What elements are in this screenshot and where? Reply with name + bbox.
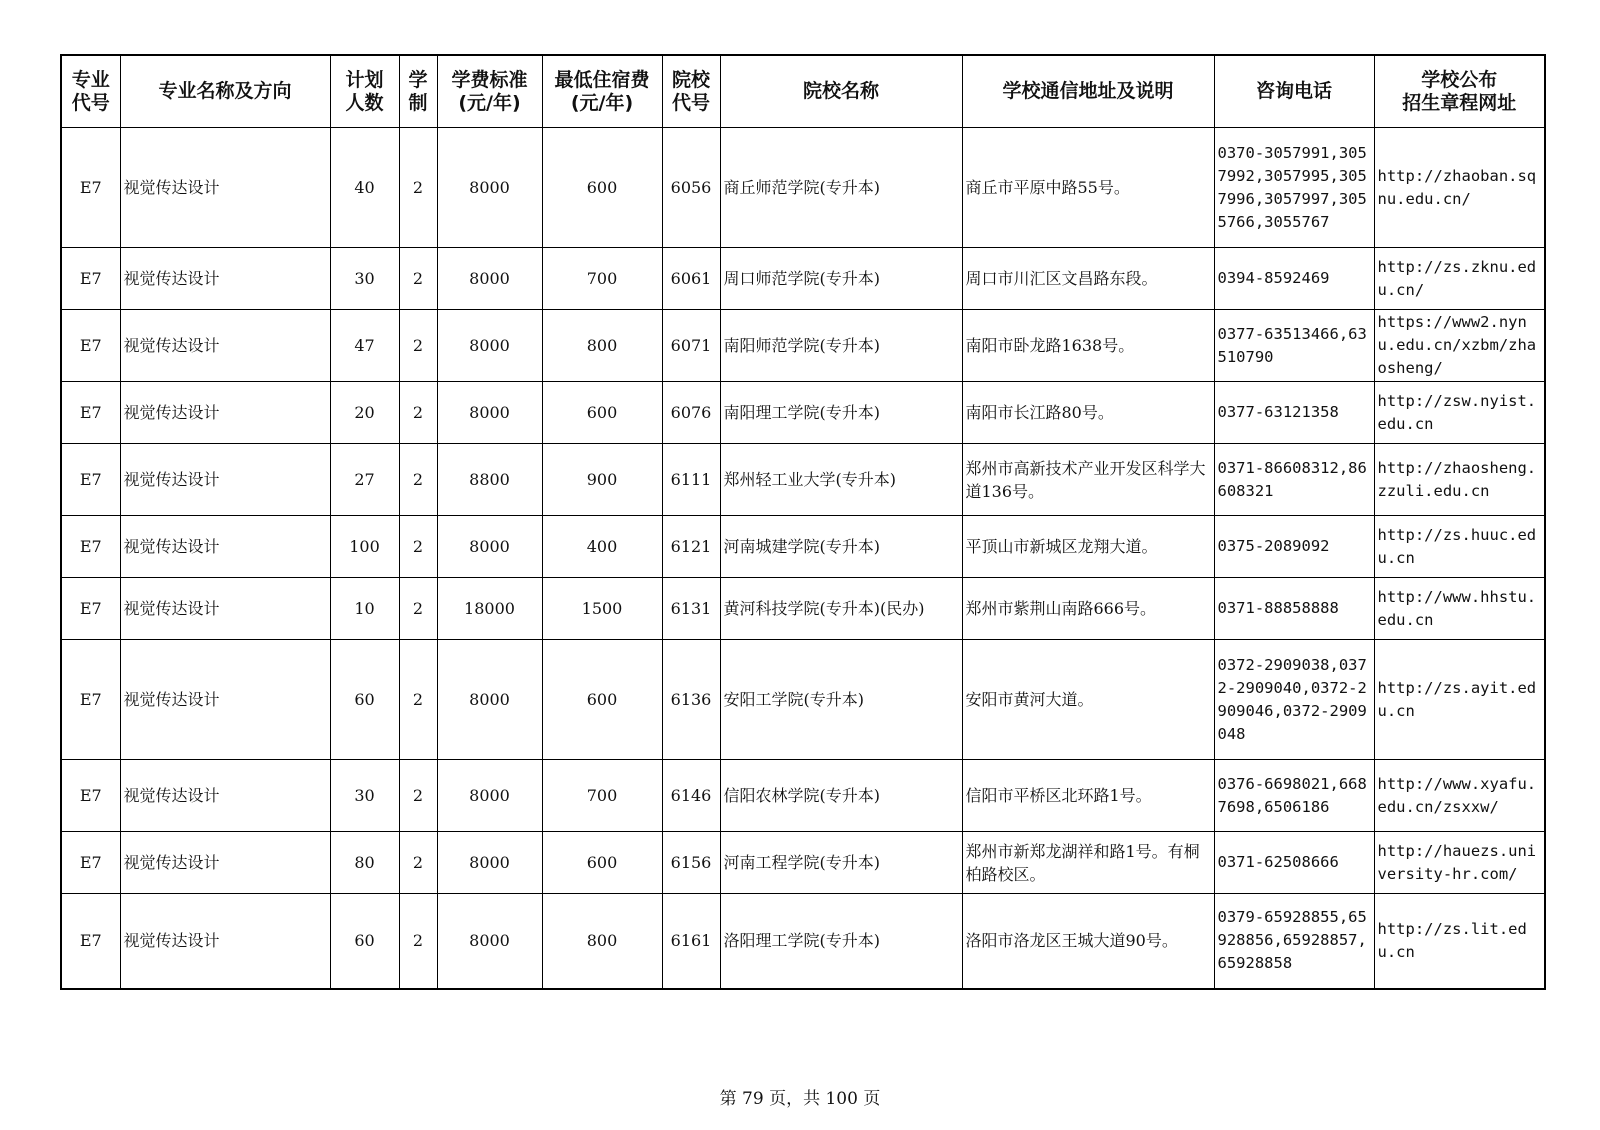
cell-school-code: 6111 bbox=[662, 444, 720, 516]
cell-phone: 0376-6698021,6687698,6506186 bbox=[1214, 760, 1374, 832]
header-charter-url: 学校公布 招生章程网址 bbox=[1374, 55, 1545, 128]
cell-plan-count: 20 bbox=[330, 382, 399, 444]
cell-dorm-fee: 600 bbox=[542, 640, 662, 760]
cell-plan-count: 30 bbox=[330, 248, 399, 310]
cell-years: 2 bbox=[399, 128, 437, 248]
cell-address: 商丘市平原中路55号。 bbox=[962, 128, 1214, 248]
cell-school-name: 河南城建学院(专升本) bbox=[720, 516, 962, 578]
cell-years: 2 bbox=[399, 382, 437, 444]
cell-phone: 0375-2089092 bbox=[1214, 516, 1374, 578]
cell-charter-url: http://zs.huuc.edu.cn bbox=[1374, 516, 1545, 578]
cell-major-name: 视觉传达设计 bbox=[120, 248, 330, 310]
table-row bbox=[61, 640, 1545, 760]
cell-address: 南阳市长江路80号。 bbox=[962, 382, 1214, 444]
cell-major-name: 视觉传达设计 bbox=[120, 128, 330, 248]
cell-tuition: 8000 bbox=[437, 894, 542, 989]
cell-years: 2 bbox=[399, 248, 437, 310]
cell-address: 平顶山市新城区龙翔大道。 bbox=[962, 516, 1214, 578]
cell-major-name: 视觉传达设计 bbox=[120, 640, 330, 760]
cell-phone: 0377-63513466,63510790 bbox=[1214, 310, 1374, 382]
table-row bbox=[61, 832, 1545, 894]
cell-school-code: 6076 bbox=[662, 382, 720, 444]
cell-plan-count: 60 bbox=[330, 894, 399, 989]
cell-plan-count: 80 bbox=[330, 832, 399, 894]
header-school-code: 院校 代号 bbox=[662, 55, 720, 128]
cell-major-name: 视觉传达设计 bbox=[120, 310, 330, 382]
cell-major-name: 视觉传达设计 bbox=[120, 894, 330, 989]
cell-school-name: 洛阳理工学院(专升本) bbox=[720, 894, 962, 989]
cell-years: 2 bbox=[399, 760, 437, 832]
cell-phone: 0377-63121358 bbox=[1214, 382, 1374, 444]
header-tuition: 学费标准 (元/年) bbox=[437, 55, 542, 128]
cell-major-name: 视觉传达设计 bbox=[120, 832, 330, 894]
cell-plan-count: 27 bbox=[330, 444, 399, 516]
cell-charter-url: http://www.xyafu.edu.cn/zsxxw/ bbox=[1374, 760, 1545, 832]
cell-major-code: E7 bbox=[61, 578, 120, 640]
cell-major-code: E7 bbox=[61, 832, 120, 894]
cell-charter-url: http://zs.zknu.edu.cn/ bbox=[1374, 248, 1545, 310]
cell-plan-count: 60 bbox=[330, 640, 399, 760]
cell-school-code: 6131 bbox=[662, 578, 720, 640]
cell-years: 2 bbox=[399, 894, 437, 989]
cell-school-name: 信阳农林学院(专升本) bbox=[720, 760, 962, 832]
cell-charter-url: http://zs.ayit.edu.cn bbox=[1374, 640, 1545, 760]
header-school-name: 院校名称 bbox=[720, 55, 962, 128]
cell-major-name: 视觉传达设计 bbox=[120, 578, 330, 640]
table-row bbox=[61, 444, 1545, 516]
header-phone: 咨询电话 bbox=[1214, 55, 1374, 128]
cell-years: 2 bbox=[399, 578, 437, 640]
cell-address: 安阳市黄河大道。 bbox=[962, 640, 1214, 760]
cell-tuition: 8000 bbox=[437, 640, 542, 760]
table-body bbox=[61, 128, 1545, 989]
table-header-row bbox=[61, 55, 1545, 128]
header-major-name: 专业名称及方向 bbox=[120, 55, 330, 128]
cell-address: 南阳市卧龙路1638号。 bbox=[962, 310, 1214, 382]
cell-charter-url: http://zhaosheng.zzuli.edu.cn bbox=[1374, 444, 1545, 516]
cell-dorm-fee: 600 bbox=[542, 128, 662, 248]
admissions-table bbox=[60, 54, 1546, 990]
cell-tuition: 8000 bbox=[437, 382, 542, 444]
cell-school-code: 6156 bbox=[662, 832, 720, 894]
cell-tuition: 8000 bbox=[437, 128, 542, 248]
cell-school-code: 6121 bbox=[662, 516, 720, 578]
cell-school-name: 河南工程学院(专升本) bbox=[720, 832, 962, 894]
cell-dorm-fee: 900 bbox=[542, 444, 662, 516]
cell-address: 洛阳市洛龙区王城大道90号。 bbox=[962, 894, 1214, 989]
cell-charter-url: http://zsw.nyist.edu.cn bbox=[1374, 382, 1545, 444]
cell-address: 信阳市平桥区北环路1号。 bbox=[962, 760, 1214, 832]
cell-major-code: E7 bbox=[61, 444, 120, 516]
cell-major-name: 视觉传达设计 bbox=[120, 516, 330, 578]
cell-tuition: 18000 bbox=[437, 578, 542, 640]
cell-address: 郑州市高新技术产业开发区科学大道136号。 bbox=[962, 444, 1214, 516]
cell-years: 2 bbox=[399, 516, 437, 578]
cell-phone: 0371-88858888 bbox=[1214, 578, 1374, 640]
cell-address: 周口市川汇区文昌路东段。 bbox=[962, 248, 1214, 310]
cell-dorm-fee: 400 bbox=[542, 516, 662, 578]
cell-charter-url: http://www.hhstu.edu.cn bbox=[1374, 578, 1545, 640]
cell-years: 2 bbox=[399, 832, 437, 894]
table-row bbox=[61, 760, 1545, 832]
cell-tuition: 8000 bbox=[437, 760, 542, 832]
page-footer: 第 79 页，共 100 页 bbox=[719, 1089, 881, 1109]
table-row bbox=[61, 248, 1545, 310]
cell-major-name: 视觉传达设计 bbox=[120, 760, 330, 832]
cell-charter-url: http://zs.lit.edu.cn bbox=[1374, 894, 1545, 989]
cell-charter-url: http://zhaoban.sqnu.edu.cn/ bbox=[1374, 128, 1545, 248]
cell-major-code: E7 bbox=[61, 894, 120, 989]
cell-years: 2 bbox=[399, 444, 437, 516]
cell-school-code: 6056 bbox=[662, 128, 720, 248]
cell-school-name: 黄河科技学院(专升本)(民办) bbox=[720, 578, 962, 640]
cell-school-code: 6061 bbox=[662, 248, 720, 310]
cell-major-name: 视觉传达设计 bbox=[120, 444, 330, 516]
header-major-code: 专业 代号 bbox=[61, 55, 120, 128]
cell-dorm-fee: 800 bbox=[542, 310, 662, 382]
cell-years: 2 bbox=[399, 640, 437, 760]
cell-dorm-fee: 1500 bbox=[542, 578, 662, 640]
header-plan-count: 计划 人数 bbox=[330, 55, 399, 128]
cell-major-code: E7 bbox=[61, 640, 120, 760]
cell-plan-count: 10 bbox=[330, 578, 399, 640]
cell-tuition: 8000 bbox=[437, 248, 542, 310]
cell-dorm-fee: 700 bbox=[542, 760, 662, 832]
table-row bbox=[61, 894, 1545, 989]
cell-school-code: 6136 bbox=[662, 640, 720, 760]
cell-phone: 0372-2909038,0372-2909040,0372-2909046,0372-2909048 bbox=[1214, 640, 1374, 760]
cell-school-code: 6071 bbox=[662, 310, 720, 382]
cell-major-code: E7 bbox=[61, 516, 120, 578]
cell-phone: 0371-62508666 bbox=[1214, 832, 1374, 894]
cell-school-name: 南阳理工学院(专升本) bbox=[720, 382, 962, 444]
cell-dorm-fee: 600 bbox=[542, 382, 662, 444]
cell-major-code: E7 bbox=[61, 760, 120, 832]
cell-school-name: 南阳师范学院(专升本) bbox=[720, 310, 962, 382]
cell-school-name: 郑州轻工业大学(专升本) bbox=[720, 444, 962, 516]
cell-dorm-fee: 600 bbox=[542, 832, 662, 894]
cell-major-code: E7 bbox=[61, 382, 120, 444]
table-row bbox=[61, 516, 1545, 578]
cell-major-name: 视觉传达设计 bbox=[120, 382, 330, 444]
cell-school-name: 安阳工学院(专升本) bbox=[720, 640, 962, 760]
cell-dorm-fee: 700 bbox=[542, 248, 662, 310]
cell-charter-url: http://hauezs.university-hr.com/ bbox=[1374, 832, 1545, 894]
cell-plan-count: 40 bbox=[330, 128, 399, 248]
cell-major-code: E7 bbox=[61, 310, 120, 382]
table-row bbox=[61, 382, 1545, 444]
cell-school-name: 商丘师范学院(专升本) bbox=[720, 128, 962, 248]
cell-plan-count: 100 bbox=[330, 516, 399, 578]
cell-major-code: E7 bbox=[61, 128, 120, 248]
table-row bbox=[61, 578, 1545, 640]
cell-plan-count: 47 bbox=[330, 310, 399, 382]
cell-phone: 0379-65928855,65928856,65928857,65928858 bbox=[1214, 894, 1374, 989]
header-dorm-fee: 最低住宿费 (元/年) bbox=[542, 55, 662, 128]
cell-tuition: 8000 bbox=[437, 516, 542, 578]
cell-address: 郑州市新郑龙湖祥和路1号。有桐柏路校区。 bbox=[962, 832, 1214, 894]
table-row bbox=[61, 128, 1545, 248]
cell-tuition: 8000 bbox=[437, 310, 542, 382]
cell-phone: 0394-8592469 bbox=[1214, 248, 1374, 310]
header-years: 学 制 bbox=[399, 55, 437, 128]
cell-school-code: 6146 bbox=[662, 760, 720, 832]
cell-address: 郑州市紫荆山南路666号。 bbox=[962, 578, 1214, 640]
table-row bbox=[61, 310, 1545, 382]
header-address: 学校通信地址及说明 bbox=[962, 55, 1214, 128]
cell-plan-count: 30 bbox=[330, 760, 399, 832]
cell-dorm-fee: 800 bbox=[542, 894, 662, 989]
cell-years: 2 bbox=[399, 310, 437, 382]
cell-phone: 0371-86608312,86608321 bbox=[1214, 444, 1374, 516]
cell-phone: 0370-3057991,3057992,3057995,3057996,3057997,3055766,3055767 bbox=[1214, 128, 1374, 248]
cell-tuition: 8800 bbox=[437, 444, 542, 516]
cell-school-code: 6161 bbox=[662, 894, 720, 989]
cell-tuition: 8000 bbox=[437, 832, 542, 894]
cell-school-name: 周口师范学院(专升本) bbox=[720, 248, 962, 310]
cell-major-code: E7 bbox=[61, 248, 120, 310]
cell-charter-url: https://www2.nynu.edu.cn/xzbm/zhaosheng/ bbox=[1374, 310, 1545, 382]
